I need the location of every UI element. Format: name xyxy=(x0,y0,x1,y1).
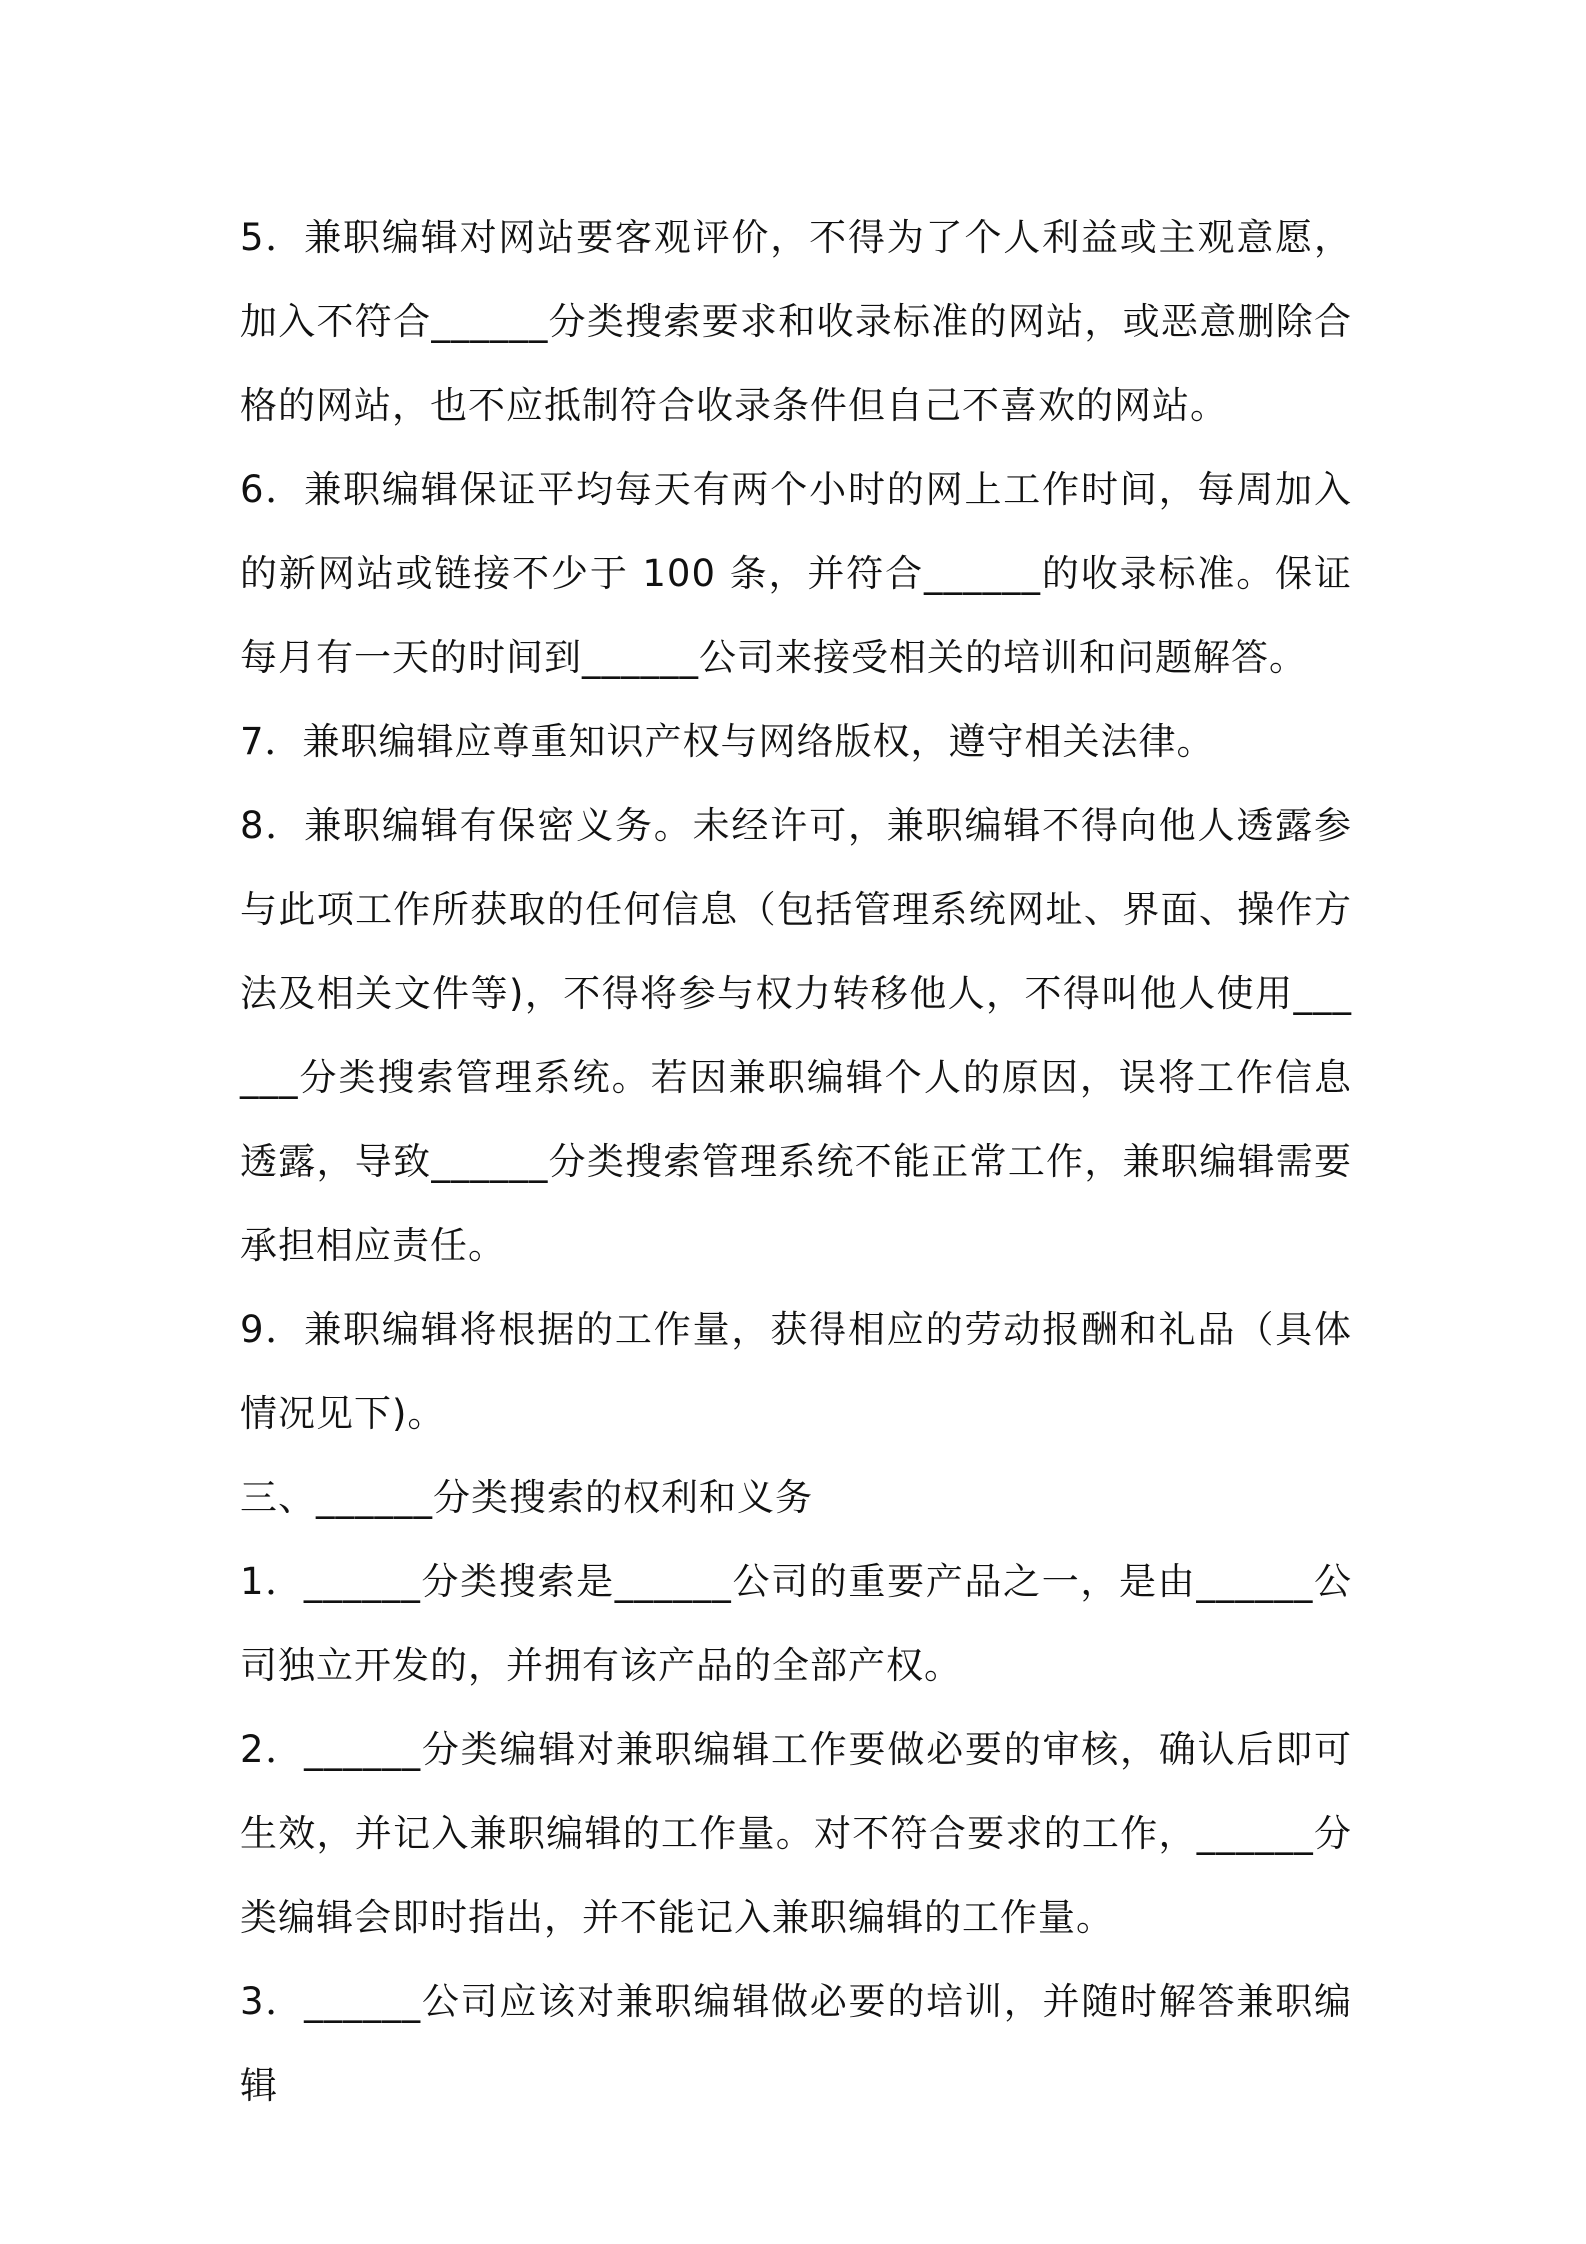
paragraph-clause-6: 6．兼职编辑保证平均每天有两个小时的网上工作时间，每周加入的新网站或链接不少于 100 条，并符合______的收录标准。保证每月有一天的时间到______公司来接受相关的培训和问题解答。 xyxy=(240,468,1352,679)
paragraph-clause-7: 7．兼职编辑应尊重知识产权与网络版权，遵守相关法律。 xyxy=(240,720,1215,763)
paragraph-clause-8: 8．兼职编辑有保密义务。未经许可，兼职编辑不得向他人透露参与此项工作所获取的任何信息（包括管理系统网址、界面、操作方法及相关文件等)，不得将参与权力转移他人，不得叫他人使用______分类搜索管理系统。若因兼职编辑个人的原因，误将工作信息透露，导致______分类搜索管理系统不能正常工作，兼职编辑需要承担相应责任。 xyxy=(240,804,1352,1267)
document-body xyxy=(240,196,1352,2128)
paragraph-clause-9: 9．兼职编辑将根据的工作量，获得相应的劳动报酬和礼品（具体情况见下)。 xyxy=(240,1308,1352,1435)
paragraph-section3-clause-3: 3．______公司应该对兼职编辑做必要的培训，并随时解答兼职编辑 xyxy=(240,1980,1352,2107)
paragraph-section3-clause-2: 2．______分类编辑对兼职编辑工作要做必要的审核，确认后即可生效，并记入兼职编辑的工作量。对不符合要求的工作，______分类编辑会即时指出，并不能记入兼职编辑的工作量。 xyxy=(240,1728,1352,1939)
paragraph-section3-clause-1: 1．______分类搜索是______公司的重要产品之一，是由______公司独立开发的，并拥有该产品的全部产权。 xyxy=(240,1560,1352,1687)
section-heading-3: 三、______分类搜索的权利和义务 xyxy=(240,1476,813,1519)
paragraph-clause-5: 5．兼职编辑对网站要客观评价，不得为了个人利益或主观意愿，加入不符合______分类搜索要求和收录标准的网站，或恶意删除合格的网站，也不应抵制符合收录条件但自己不喜欢的网站。 xyxy=(240,216,1352,427)
